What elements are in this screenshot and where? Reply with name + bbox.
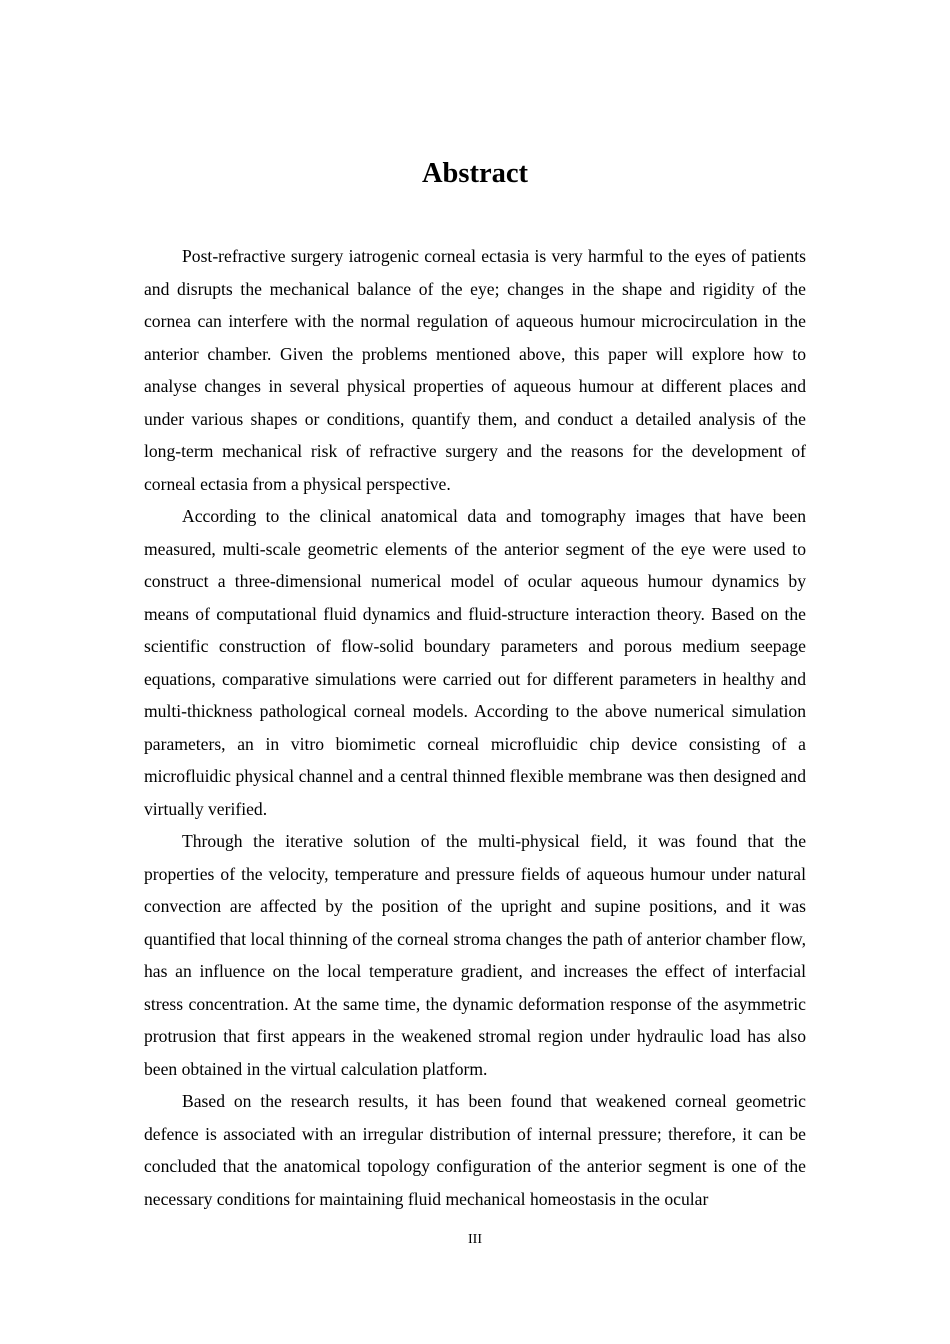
abstract-paragraph-4: Based on the research results, it has been found that weakened corneal geometric defence is associated with an irregular distribution of internal pressure; therefore, it can be concluded that the anatomical topology configuration of the anterior segment is one of the necessary conditions for maintaining fluid mechanical homeostasis in the ocular bbox=[144, 1091, 806, 1209]
page-number: III bbox=[468, 1232, 482, 1247]
abstract-paragraph-3: Through the iterative solution of the multi-physical field, it was found that the properties of the velocity, temperature and pressure fields of aqueous humour under natural convection are affected by the position of the upright and supine positions, and it was quantified that local thinning of the corneal stroma changes the path of anterior chamber flow, has an influence on the local temperature gradient, and increases the effect of interfacial stress concentration. At the same time, the dynamic deformation response of the asymmetric protrusion that first appears in the weakened stromal region under hydraulic load has also been obtained in the virtual calculation platform. bbox=[144, 831, 806, 1079]
abstract-paragraph-1: Post-refractive surgery iatrogenic corneal ectasia is very harmful to the eyes of patients and disrupts the mechanical balance of the eye; changes in the shape and rigidity of the cornea can interfere with the normal regulation of aqueous humour microcirculation in the anterior chamber. Given the problems mentioned above, this paper will explore how to analyse changes in several physical properties of aqueous humour at different places and under various shapes or conditions, quantify them, and conduct a detailed analysis of the long-term mechanical risk of refractive surgery and the reasons for the development of corneal ectasia from a physical perspective. bbox=[144, 246, 806, 494]
abstract-body bbox=[144, 240, 806, 1215]
abstract-paragraph-2: According to the clinical anatomical data and tomography images that have been measured, multi-scale geometric elements of the anterior segment of the eye were used to construct a three-dimensional numerical model of ocular aqueous humour dynamics by means of computational fluid dynamics and fluid-structure interaction theory. Based on the scientific construction of flow-solid boundary parameters and porous medium seepage equations, comparative simulations were carried out for different parameters in healthy and multi-thickness pathological corneal models. According to the above numerical simulation parameters, an in vitro biomimetic corneal microfluidic chip device consisting of a microfluidic physical channel and a central thinned flexible membrane was then designed and virtually verified. bbox=[144, 506, 806, 819]
page-title: Abstract bbox=[421, 158, 529, 189]
